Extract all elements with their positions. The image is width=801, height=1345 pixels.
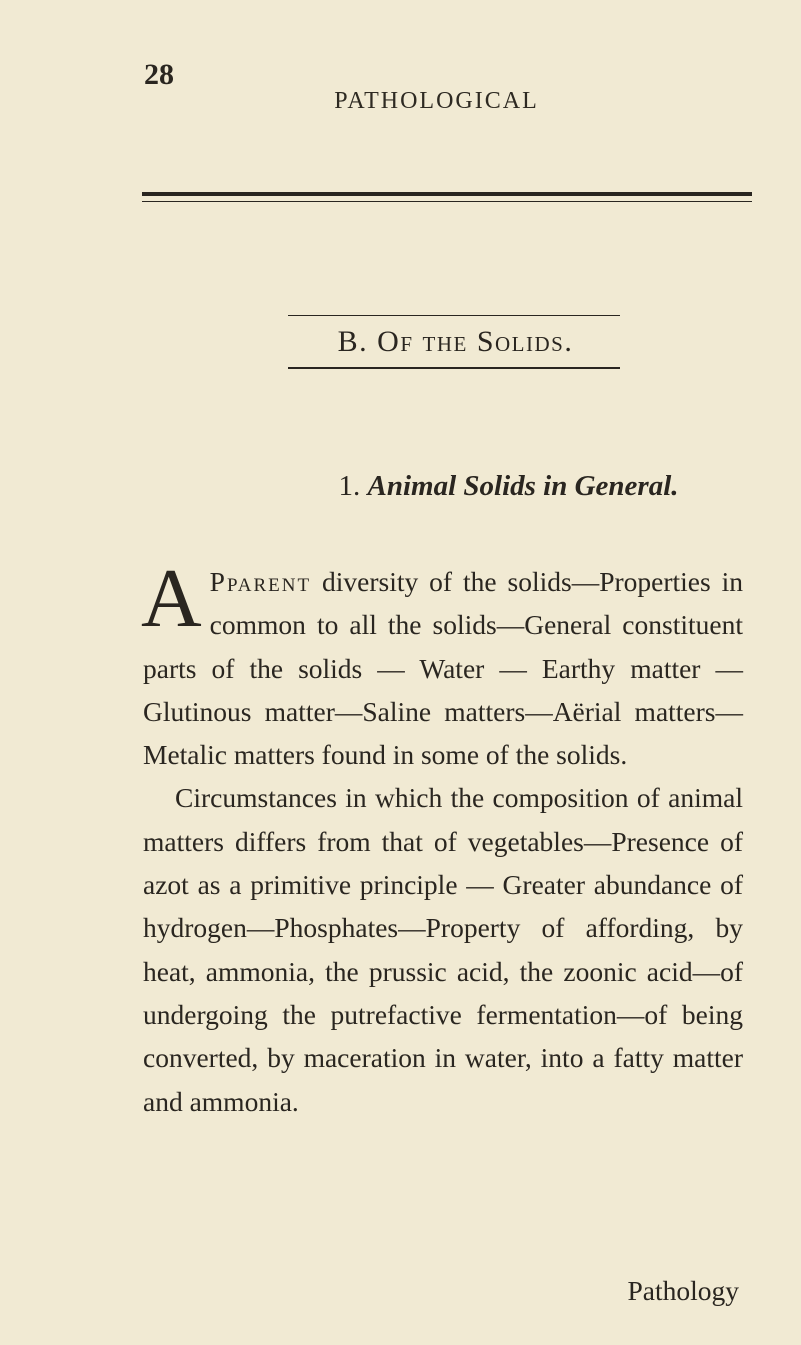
body-text	[141, 552, 743, 1123]
section-heading	[0, 325, 801, 359]
subheading-number: 1.	[338, 470, 361, 502]
running-head	[0, 88, 801, 115]
drop-cap: A	[141, 552, 202, 645]
subheading	[0, 470, 801, 503]
paragraph-2: Circumstances in which the composition of animal matters differs from that of vegetables—Presence of azot as a primitive principle — Greater abundance of hydrogen—Phosphates—Property of affording, by heat, ammonia, the prussic acid, the zoonic acid—of undergoing the putrefactive fermentation—of being converted, by maceration in water, into a fatty matter and ammonia.	[143, 782, 743, 1117]
paragraph-1	[141, 552, 743, 776]
running-head-text: PATHOLOGICAL	[334, 88, 539, 114]
subheading-title: Animal Solids in General.	[367, 470, 679, 502]
paragraph-1-text: diversity of the solids—Properties in common to all the solids—General constituent parts of the solids — Water — Earthy matter — Glutinous matter—Saline matters—Aërial matters—Metalic matters found in some of the solids.	[143, 566, 743, 771]
catchword: Pathology	[627, 1275, 739, 1306]
section-heading-text: B. Of the Solids.	[337, 325, 574, 358]
section-rule-top	[288, 315, 620, 316]
page-number: 28	[144, 58, 174, 91]
lead-in-smallcaps: Pparent	[209, 566, 312, 597]
top-rule-thin	[142, 201, 752, 202]
section-rule-bottom	[288, 367, 620, 369]
top-rule-thick	[142, 192, 752, 196]
